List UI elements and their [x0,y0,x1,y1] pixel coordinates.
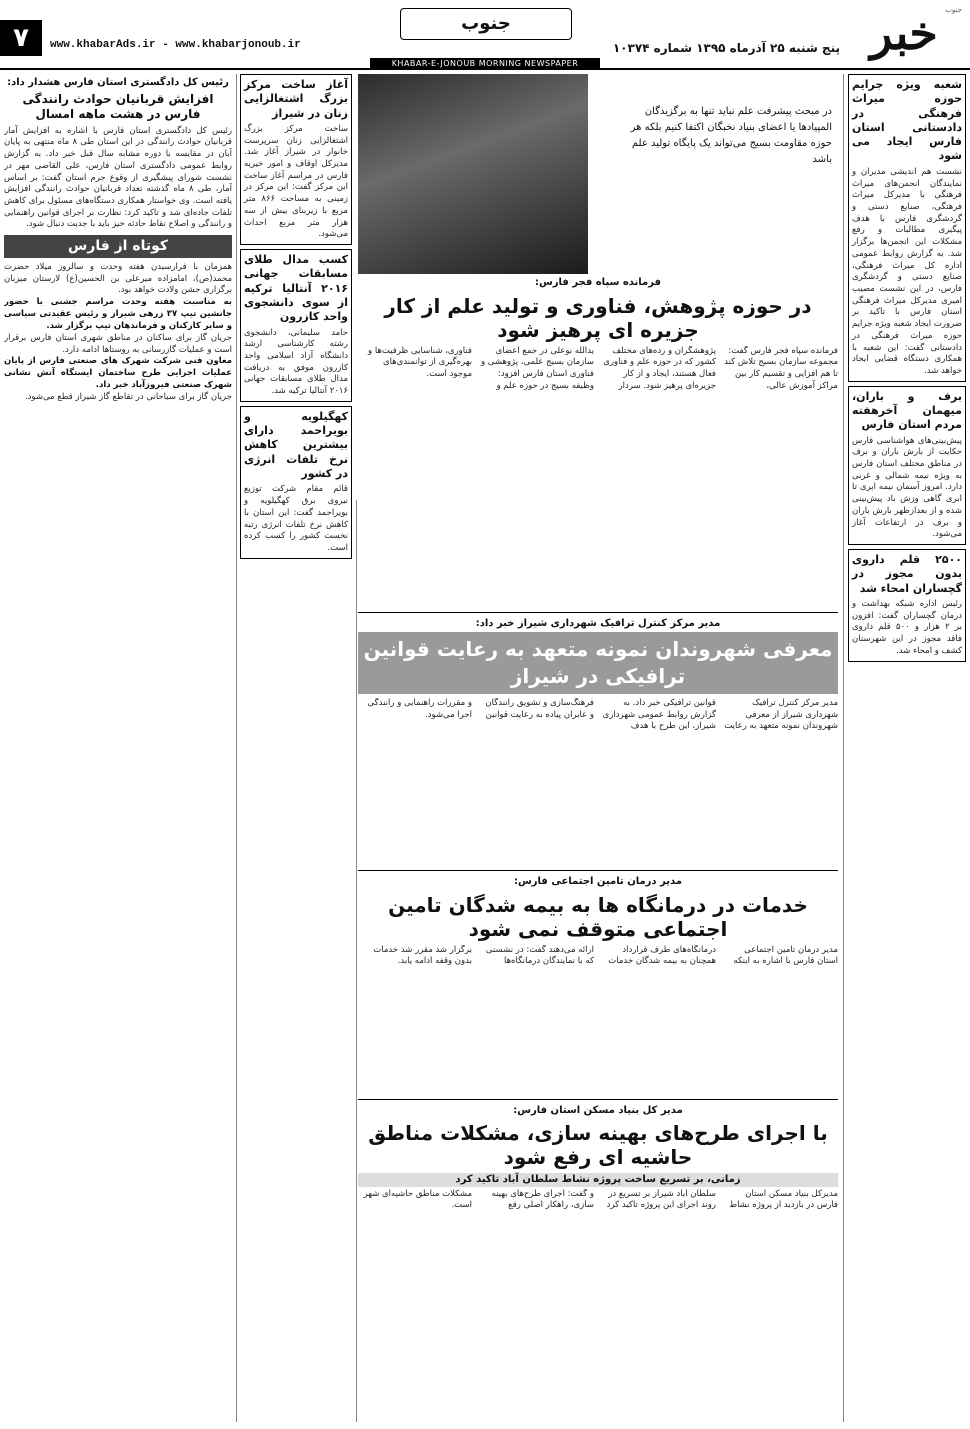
article-body: مدیرکل بنیاد مسکن استان فارس در بازدید از پروژه نشاط سلطان آباد شیراز بر تسریع در روند اجرای این پروژه تاکید کرد و گفت: اجرای طرح‌های بهینه سازی، راهکار اصلی رفع مشکلات مناطق حاشیه‌ای شهر است. [363,1188,838,1211]
headline: شعبه ویژه جرایم حوزه میراث فرهنگی در دادستانی استان فارس ایجاد می شود [852,78,962,163]
commander-photo [358,74,588,274]
divider [358,612,838,613]
logo-subtitle: جنوب [945,6,962,14]
kicker: رئیس کل دادگستری استان فارس هشدار داد: [7,77,229,88]
top-story-media [358,74,838,274]
right-column [848,74,966,1422]
short-news-item: جریان گاز برای سیاحانی در تقاطع گاز شیراز قطع می‌شود. [24,391,232,402]
headline: ۲۵۰۰ قلم داروی بدون مجوز در گچساران امحاء شد [852,553,962,595]
article-body: ساخت مرکز بزرگ اشتغالزایی زنان سرپرست خانوار در شیراز آغاز شد. مدیرکل اوقاف و امور خیریه فارس در مراسم آغاز ساخت این مرکز گفت: این مرکز در زمینی به مساحت ۸۶۶ متر مربع با زیربنای بیش از سه هزار متر مربع احداث می‌شود. [244,123,348,240]
article-body: پیش‌بینی‌های هواشناسی فارس حکایت از بارش باران و برف در مناطق مختلف استان فارس به ویژه نیمه شمالی و غربی دارد. امروز آسمان نیمه ابری تا ابری گاهی وزش باد پیش‌بینی شده و از بعدازظهر بارش باران و برف در ارتفاعات آغاز می‌شود. [852,435,962,540]
headline: برف و باران، میهمان آخرهفته مردم استان فارس [852,389,962,432]
article-heritage-court [848,74,966,382]
short-news-banner: کوتاه از فارس [4,235,232,258]
newspaper-logo: خبر [870,6,938,60]
article-body: قائم مقام شرکت توزیع نیروی برق کهگیلویه و بویراحمد گفت: این استان با کاهش نرخ تلفات انرژی رتبه نخست کشور را کسب کرده است. [244,484,348,553]
article-body: حامد سلیمانی، دانشجوی رشته کارشناسی ارشد دانشگاه آزاد اسلامی واحد کازرون موفق به دریافت مدال طلای مسابقات جهانی ۲۰۱۶ آنتالیا ترکیه شد. [244,327,348,397]
subheadline: زمانی، بر تسریع ساخت پروژه نشاط سلطان آباد تاکید کرد [358,1173,838,1187]
article-body: فرمانده سپاه فجر فارس گفت: مجموعه سازمان بسیج تلاش کند تا هم افزایی و تقسیم کار بین مراکز آموزش عالی، پژوهشگران و رده‌های مختلف کشور که در حوزه علم و فناوری فعال هستند، ایجاد و از کار جزیره‌ای پرهیز شود. سردار یدالله بوعلی در جمع اعضای سازمان بسیج علمی، پژوهشی و فناوری استان فارس افزود: وظیفه بسیج در حوزه علم و فناوری، شناسایی ظرفیت‌ها و بهره‌گیری از توانمندی‌های موجود است. [368,345,838,391]
kicker: فرمانده سپاه فجر فارس: [534,277,661,288]
article-weather [848,386,966,545]
pull-quote: در مبحث پیشرفت علم نباید تنها به برگزیدگان المپیادها یا اعضای بنیاد نخبگان اکتفا کنیم بلکه هر حوزه مقاومت بسیج می‌تواند یک پایگاه تولید علم باشد [630,106,832,165]
article-women-center [240,74,352,245]
kicker: مدیر درمان تامین اجتماعی فارس: [513,876,682,887]
article-medal [240,249,352,402]
article-body: مدیر درمان تامین اجتماعی استان فارس با اشاره به اینکه درمانگاه‌های طرف قرارداد همچنان به بیمه شدگان خدمات ارائه می‌دهند گفت: در نشستی که با نمایندگان درمانگاه‌ها برگزار شد مقرر شد خدمات بدون وقفه ادامه یابد. [373,944,838,967]
section-title: جنوب [400,8,572,40]
kicker: مدیر کل بنیاد مسکن استان فارس: [513,1104,683,1116]
issue-line: پنج شنبه ۲۵ آذرماه ۱۳۹۵ شماره ۱۰۳۷۴ [612,41,840,55]
main-area [358,74,838,1422]
left-column [4,74,232,1422]
headline: آغاز ساخت مرکز بزرگ اشتغالزایی زنان در شیراز [244,78,348,120]
headline: کهگیلویه و بویراحمد دارای بیشترین کاهش نرخ تلفات انرژی در کشور [244,409,348,481]
article-body: نشست هم اندیشی مدیران و نمایندگان انجمن‌های میراث فرهنگی با مدیرکل میراث فرهنگی، صنایع دستی و گردشگری فارس با هدف پیگیری مطالبات و رفع مشکلات این انجمن‌ها برگزار شد. به گزارش روابط عمومی اداره کل میراث فرهنگی، صنایع دستی و گردشگری فارس، در این نشست مصیب امیری مدیرکل میراث فرهنگی استان فارس با تاکید بر ضرورت ایجاد شعبه ویژه جرایم حوزه میراث فرهنگی در دادستانی گفت: این شعبه با همکاری دستگاه قضایی ایجاد خواهد شد. [852,166,962,376]
headline-housing: با اجرای طرح‌های بهینه سازی، مشکلات مناطق حاشیه ای رفع شود [368,1121,828,1169]
headline-insurance: خدمات در درمانگاه ها به بیمه شدگان تامین اجتماعی متوقف نمی شود [388,892,808,941]
masthead-bar: KHABAR-E-JONOUB MORNING NEWSPAPER [370,58,600,69]
article-body: رئیس اداره شبکه بهداشت و درمان گچساران گفت: افزون بر ۲ هزار و ۵۰۰ قلم داروی فاقد مجوز در این شهرستان کشف و امحاء شد. [852,598,962,656]
column-divider [236,74,237,1422]
article-body: رئیس کل دادگستری استان فارس با اشاره به افزایش آمار قربانیان حوادث رانندگی در این استان طی ۸ ماه منتهی به پایان آبان در مقایسه با دوره مشابه سال قبل خبر داد. به گزارش روابط عمومی دادگستری استان فارس، علی القاضی مهر در نشست شورای پیشگیری از وقوع جرم استان گفت: بر اساس آمار، طی ۸ ماه گذشته تعداد قربانیان حوادث رانندگی افزایش یافته است. وی خواستار همکاری دستگاه‌های مسئول برای کاهش تلفات جاده‌ای شد و تاکید کرد: نظارت بر اجرای قوانین راهنمایی و رانندگی و اصلاح نقاط حادثه خیز باید با جدیت دنبال شود. [4,125,232,230]
column-divider [356,500,357,1422]
headline-research: در حوزه پژوهش، فناوری و تولید علم از کار جزیره ای پرهیز شود [384,293,812,342]
article-body: مدیر مرکز کنترل ترافیک شهرداری شیراز از معرفی شهروندان نمونه متعهد به رعایت قوانین ترافیکی خبر داد. به گزارش روابط عمومی شهرداری شیراز، این طرح با هدف فرهنگ‌سازی و تشویق رانندگان و عابران پیاده به رعایت قوانین و مقررات راهنمایی و رانندگی اجرا می‌شود. [367,698,838,732]
headline-traffic: معرفی شهروندان نمونه متعهد به رعایت قوانین ترافیکی در شیراز [358,632,838,694]
short-news-item-bold: معاون فنی شرکت شهرک های صنعتی فارس از پایان عملیات اجرایی طرح ساختمان ایستگاه آتش نشانی شهرک صنعتی فیروزآباد خبر داد. [4,356,232,391]
kicker: مدیر مرکز کنترل ترافیک شهرداری شیراز خبر داد: [475,617,721,629]
article-drugs [848,549,966,661]
divider [358,1099,838,1100]
headline-accidents: افزایش قربانیان حوادث رانندگی فارس در هشت ماهه امسال [22,91,214,122]
column-divider [843,74,844,1422]
page-number: ۷ [0,20,42,56]
divider [358,870,838,871]
short-news-item-bold: به مناسبت هفته وحدت مراسم جشنی با حضور جانشین تیپ ۳۷ زرهی شیراز و رئیس عقیدتی سیاسی و سایر کارکنان و فرماندهان تیپ برگزار شد. [4,297,232,331]
article-energy [240,406,352,559]
short-news-item: همزمان با فرارسیدن هفته وحدت و سالروز میلاد حضرت محمد(ص)، امامزاده میرعلی بن الحسین(ع) لارستان میزبان برگزاری جشن ولادت خواهد بود. [4,262,232,296]
headline: کسب مدال طلای مسابقات جهانی ۲۰۱۶ آنتالیا ترکیه از سوی دانشجوی واحد کازرون [244,253,348,324]
short-news-item: جریان گاز برای ساکنان در مناطق شهری استان فارس برقرار است و عملیات گازرسانی به روستاها ادامه دارد. [4,332,232,355]
website-urls[interactable]: www.khabarAds.ir - www.khabarjonoub.ir [50,39,301,51]
third-column [240,74,352,1422]
